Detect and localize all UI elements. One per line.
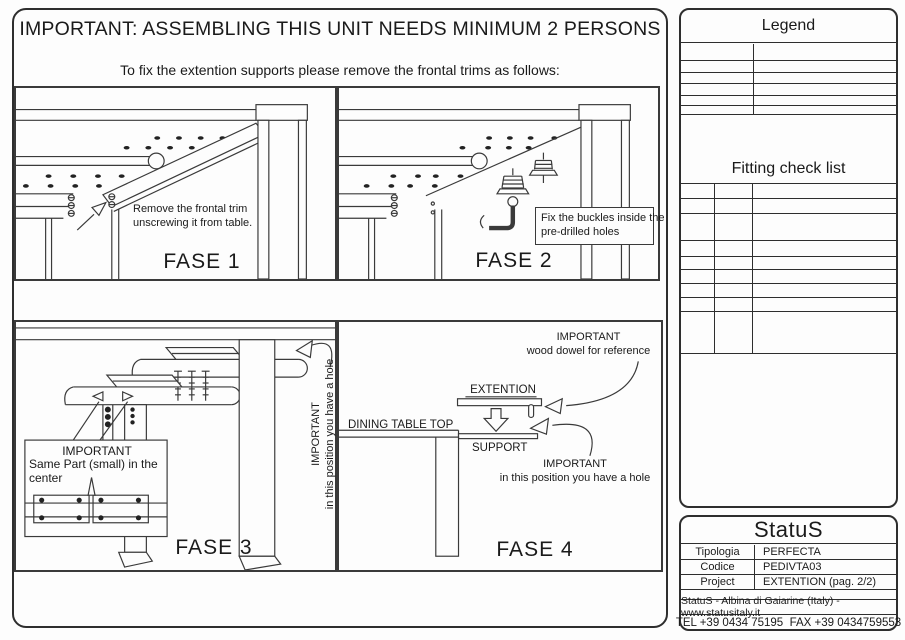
fitting-cell xyxy=(715,270,753,283)
fitting-cell xyxy=(715,312,753,353)
fase1-note-line1: Remove the frontal trim xyxy=(133,203,248,215)
legend-cell xyxy=(681,73,754,83)
panel-fase1 xyxy=(14,86,337,281)
legend-cell xyxy=(754,84,896,95)
legend-cell xyxy=(681,96,754,105)
title-block-row xyxy=(681,575,896,590)
fitting-cell xyxy=(681,214,715,240)
sheet-subtitle: To fix the extention supports please remove the frontal trims as follows: xyxy=(120,62,560,78)
legend-cell xyxy=(754,96,896,105)
fitting-cell xyxy=(753,184,896,198)
title-block-row xyxy=(681,560,896,575)
fitting-cell xyxy=(753,284,896,297)
fitting-row xyxy=(681,270,896,284)
legend-cell xyxy=(754,73,896,83)
fase2-label: FASE 2 xyxy=(475,249,553,272)
fitting-cell xyxy=(681,298,715,311)
sheet-title: IMPORTANT: ASSEMBLING THIS UNIT NEEDS MINIMUM 2 PERSONS xyxy=(19,18,661,40)
fase4-hole-note xyxy=(485,458,665,485)
sidebar-box xyxy=(679,8,898,508)
fase3-side-note-line2: in this position you have a hole xyxy=(323,358,336,510)
fase4-table-top-label: DINING TABLE TOP xyxy=(348,419,454,431)
legend-cell xyxy=(681,44,754,60)
fase1-note-line2: unscrewing it from table. xyxy=(133,216,253,229)
panel-fase3 xyxy=(14,320,337,572)
fitting-cell xyxy=(681,270,715,283)
codice-value: PEDIVTA03 xyxy=(763,561,822,573)
fitting-row xyxy=(681,241,896,257)
legend-row xyxy=(681,73,896,84)
fitting-cell xyxy=(715,257,753,269)
fase3-side-note-line1: IMPORTANT xyxy=(310,402,322,466)
fitting-cell xyxy=(753,241,896,256)
title-block xyxy=(675,515,902,631)
legend-cell xyxy=(681,106,754,114)
company-name: StatuS xyxy=(681,517,896,544)
fase3-inset-line2: center xyxy=(29,471,63,485)
fase3-side-note xyxy=(310,354,336,514)
fitting-cell xyxy=(681,257,715,269)
company-address: StatuS - Albina di Gaiarine (Italy) - www.statusitaly.it xyxy=(681,600,896,615)
legend-row xyxy=(681,61,896,73)
fitting-cell xyxy=(681,184,715,198)
fase3-label: FASE 3 xyxy=(175,536,253,559)
legend-cell xyxy=(681,61,754,72)
fase4-hole-note-line1: IMPORTANT xyxy=(543,458,607,470)
fitting-cell xyxy=(715,284,753,297)
fase2-note-line1: Fix the buckles inside the xyxy=(541,212,665,224)
fase4-dowel-note xyxy=(491,331,686,358)
fase2-note-box xyxy=(535,207,665,245)
fase4-label: FASE 4 xyxy=(496,538,574,561)
fase4-hole-note-line2: in this position you have a hole xyxy=(499,471,651,484)
fitting-cell xyxy=(753,199,896,213)
legend-cell xyxy=(681,84,754,95)
fitting-table xyxy=(681,183,896,354)
title-block-rows xyxy=(675,545,902,630)
legend-cell xyxy=(754,106,896,114)
fase1-label: FASE 1 xyxy=(163,250,241,273)
panel-fase4 xyxy=(337,320,663,572)
fitting-cell xyxy=(681,312,715,353)
legend-row xyxy=(681,84,896,96)
fitting-row xyxy=(681,214,896,241)
fitting-cell xyxy=(715,184,753,198)
legend-row xyxy=(681,44,896,61)
fitting-cell xyxy=(753,257,896,269)
fitting-cell xyxy=(753,270,896,283)
fitting-title: Fitting check list xyxy=(731,160,846,177)
fitting-cell xyxy=(715,241,753,256)
legend-table xyxy=(681,44,896,115)
fitting-row xyxy=(681,257,896,270)
fitting-cell xyxy=(753,214,896,240)
fitting-cell xyxy=(681,241,715,256)
fase3-inset-line1: Same Part (small) in the xyxy=(29,457,158,471)
legend-row xyxy=(681,106,896,115)
fitting-cell xyxy=(715,298,753,311)
fitting-row xyxy=(681,312,896,354)
fitting-cell xyxy=(681,199,715,213)
fase4-support-label: SUPPORT xyxy=(472,442,528,454)
project-value: EXTENTION (pag. 2/2) xyxy=(763,576,877,588)
fase4-dowel-note-line1: IMPORTANT xyxy=(556,331,621,343)
fitting-row xyxy=(681,284,896,298)
fitting-cell xyxy=(753,312,896,353)
codice-label: Codice xyxy=(681,560,755,574)
fitting-cell xyxy=(715,214,753,240)
company-contact: TEL +39 0434 75195 FAX +39 0434759553 xyxy=(675,616,902,629)
fase4-dowel-note-line2: wood dowel for reference xyxy=(526,344,651,357)
fitting-row xyxy=(681,298,896,312)
legend-title: Legend xyxy=(681,10,896,43)
legend-cell xyxy=(754,44,896,60)
panel-fase2 xyxy=(337,86,665,281)
fitting-row xyxy=(681,184,896,199)
tipologia-value: PERFECTA xyxy=(763,546,821,558)
fase2-note-line2: pre-drilled holes xyxy=(541,225,620,238)
fitting-row xyxy=(681,199,896,214)
fitting-cell xyxy=(681,284,715,297)
fitting-cell xyxy=(753,298,896,311)
fase3-inset-title: IMPORTANT xyxy=(62,444,132,458)
project-label: Project xyxy=(681,575,755,589)
legend-row xyxy=(681,96,896,106)
legend-cell xyxy=(754,61,896,72)
fitting-cell xyxy=(715,199,753,213)
tipologia-label: Tipologia xyxy=(681,545,755,559)
fase4-extention-label: EXTENTION xyxy=(470,384,536,396)
title-block-row xyxy=(681,545,896,560)
fase1-note xyxy=(133,203,252,230)
